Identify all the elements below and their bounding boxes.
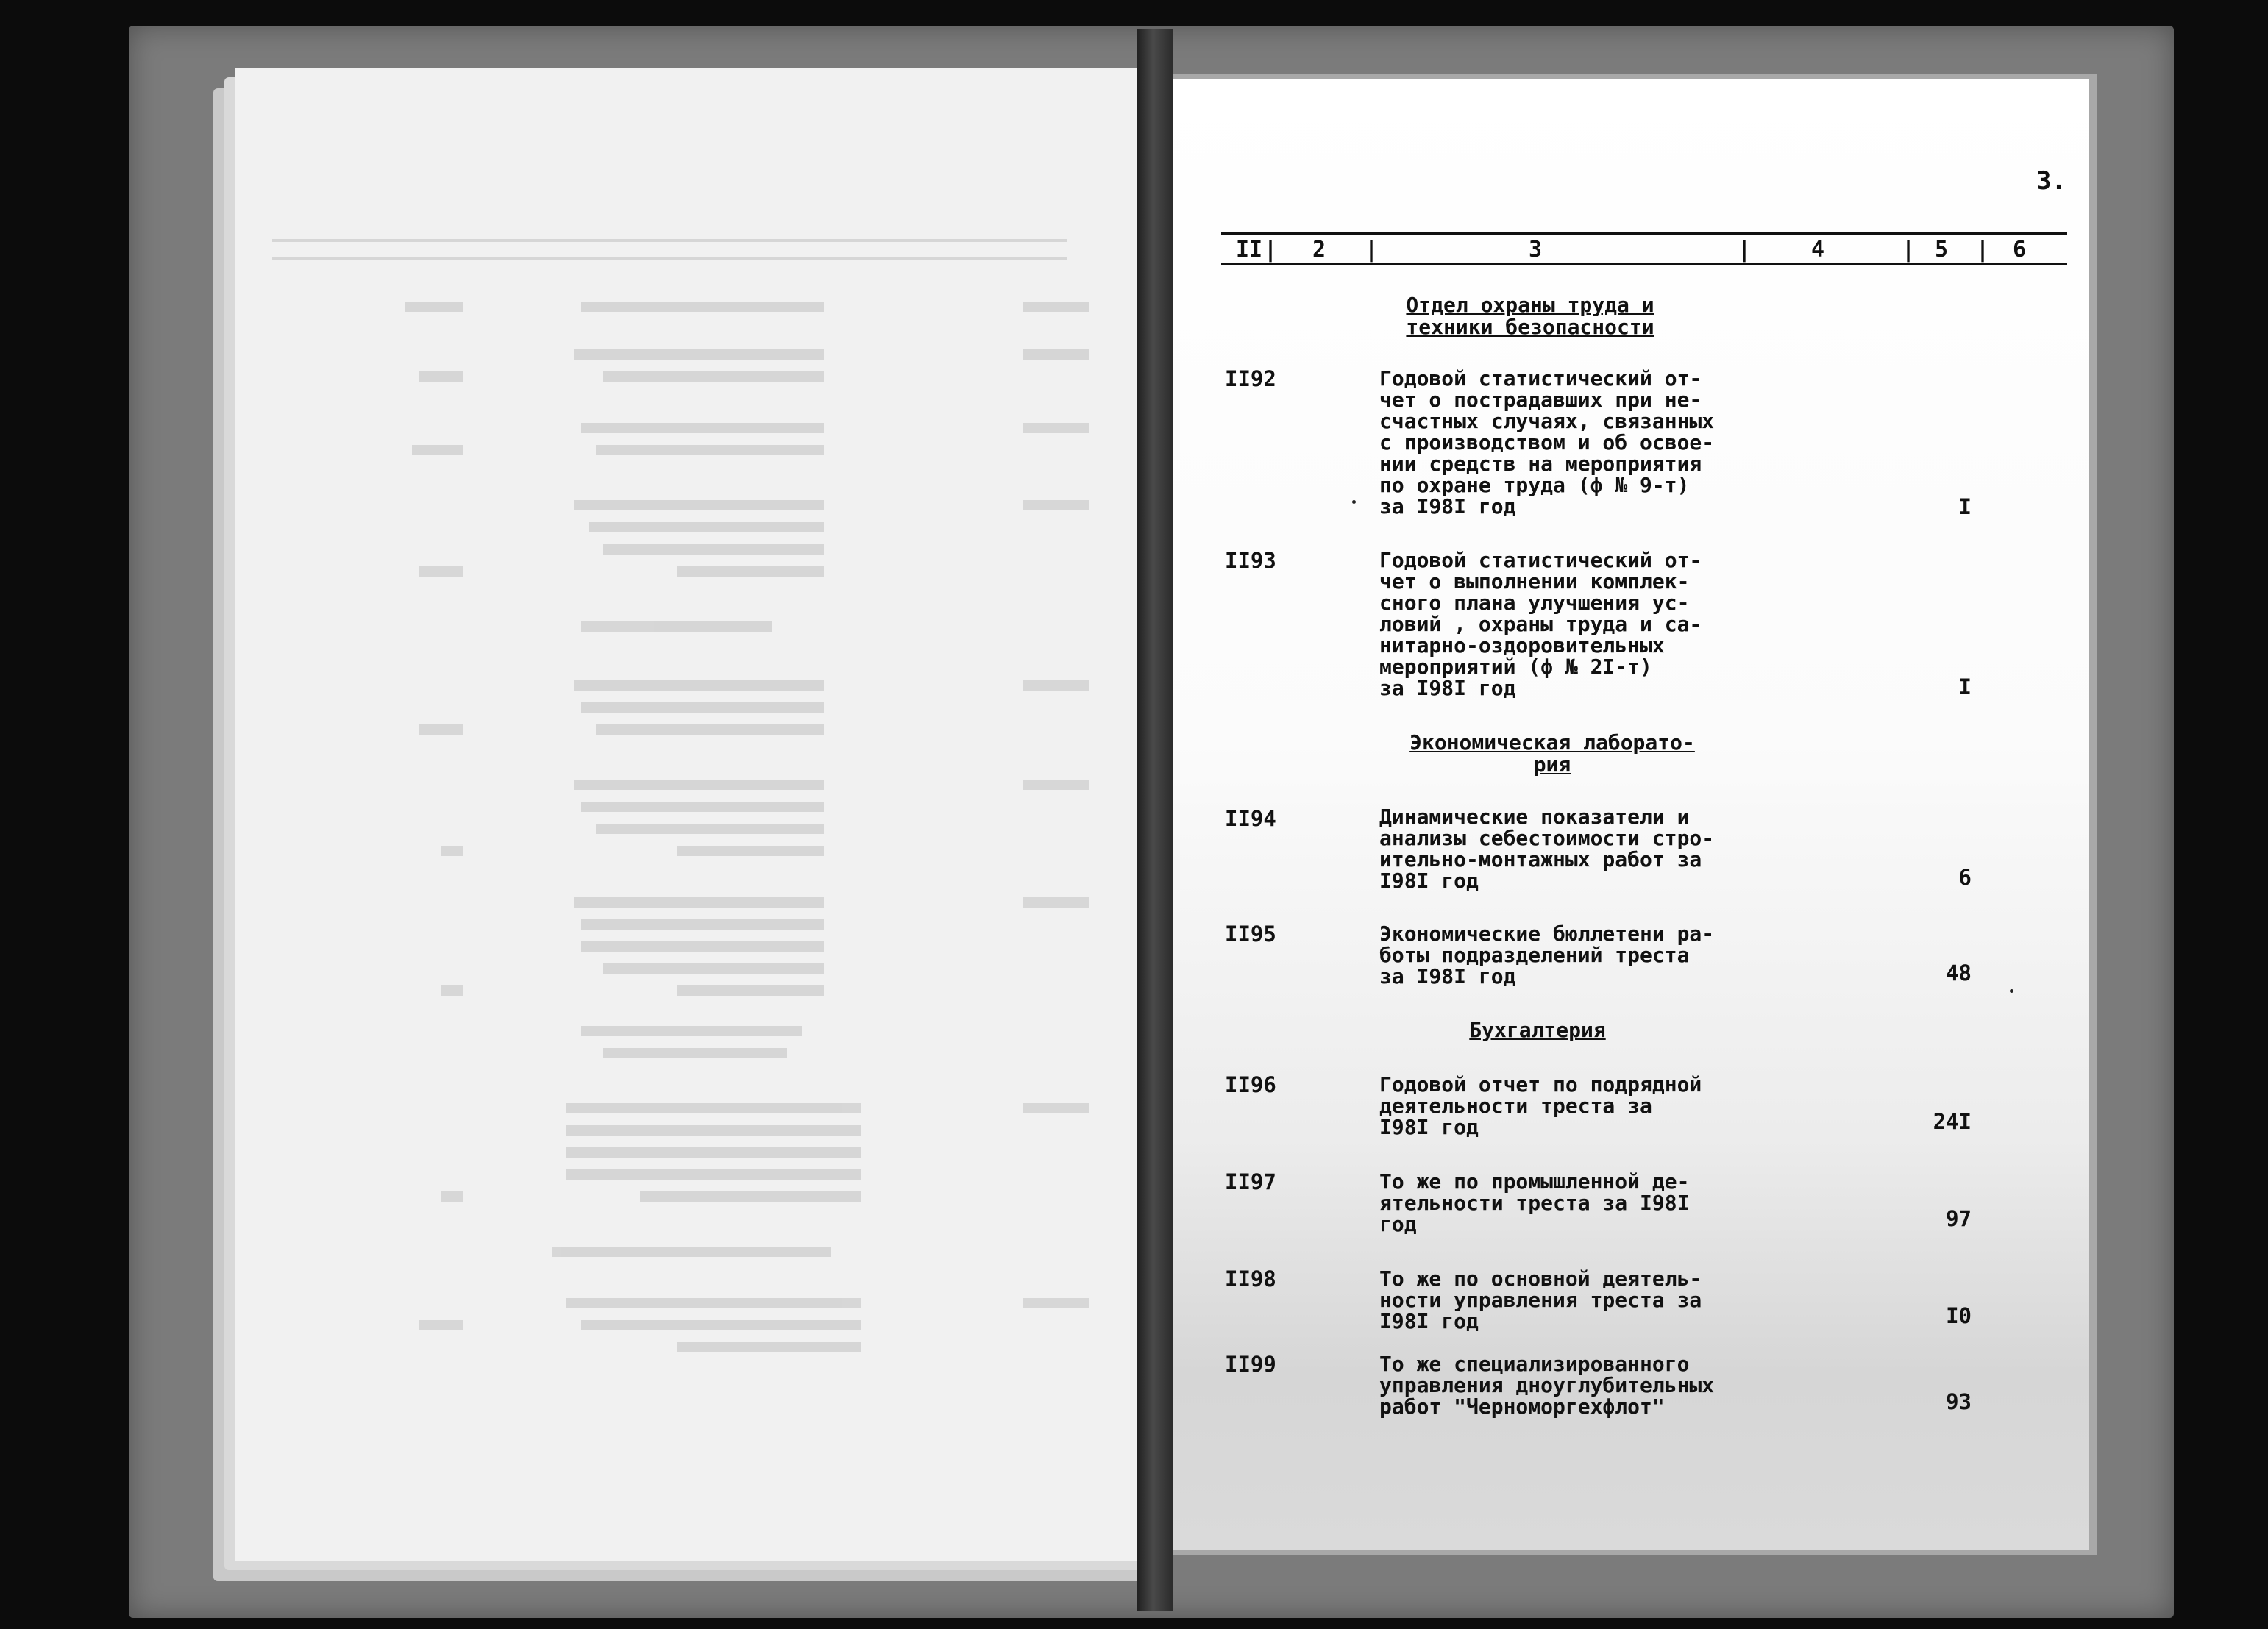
entry-description: Экономические бюллетени ра- боты подразделений треста за I98I год: [1379, 922, 1715, 988]
entry-description: То же специализированного управления дноуглубительных работ "Черноморгехфлот": [1379, 1352, 1715, 1419]
entry-count: 97: [1946, 1206, 1972, 1231]
section-title-line: Бухгалтерия: [1469, 1018, 1606, 1042]
binding-spine: [1137, 29, 1173, 1611]
entry-description: То же по основной деятель- ности управления треста за I98I год: [1379, 1266, 1702, 1333]
section-title-labor-safety: [1383, 294, 1677, 338]
header-separator: |: [1976, 237, 1990, 263]
entry-count: I: [1958, 494, 1972, 519]
header-col-4: 4: [1811, 237, 1825, 263]
entry-count: I0: [1946, 1303, 1972, 1328]
header-col-5: 5: [1935, 237, 1949, 263]
header-separator: |: [1264, 237, 1278, 263]
entry-code: II98: [1225, 1266, 1276, 1291]
entry-description: Годовой отчет по подрядной деятельности треста за I98I год: [1379, 1072, 1702, 1139]
ink-speck: [1352, 500, 1356, 504]
header-col-6: 6: [2013, 237, 2027, 263]
header-col-1: II: [1236, 237, 1263, 263]
entry-code: II99: [1225, 1352, 1276, 1377]
header-col-2: 2: [1312, 237, 1326, 263]
header-bottom-rule: [1221, 263, 2067, 265]
ink-speck: [2010, 989, 2013, 993]
entry-code: II93: [1225, 548, 1276, 573]
header-separator: |: [1738, 237, 1752, 263]
section-title-line: рия: [1533, 752, 1571, 777]
left-page-bleedthrough: [243, 162, 1126, 1412]
entry-description: Годовой статистический от- чет о выполнении комплек- сного плана улучшения ус- ловий , охраны труда и са- нитарно-оздоровительных мероприятий (ф № 2I-т) за I98I год: [1379, 548, 1702, 700]
entry-description: Годовой статистический от- чет о пострадавших при не- счастных случаях, связанных с производством и об освое- нии средств на мероприятия по охране труда (ф № 9-т) за I98I год: [1379, 366, 1715, 518]
section-title-line: Экономическая лаборато-: [1409, 730, 1695, 755]
section-title-line: техники безопасности: [1406, 315, 1654, 339]
entry-code: II96: [1225, 1072, 1276, 1097]
entry-count: 24I: [1933, 1109, 1972, 1134]
entry-code: II97: [1225, 1169, 1276, 1194]
entry-count: 6: [1958, 865, 1972, 890]
entry-count: 93: [1946, 1389, 1972, 1414]
page-number: 3.: [2036, 166, 2066, 196]
entry-code: II95: [1225, 922, 1276, 947]
section-title-line: Отдел охраны труда и: [1406, 293, 1654, 317]
header-top-rule: [1221, 232, 2067, 235]
header-separator: |: [1902, 237, 1916, 263]
header-separator: |: [1365, 237, 1379, 263]
section-title-accounting: [1420, 1019, 1655, 1041]
entry-description: То же по промышленной де- ятельности треста за I98I год: [1379, 1169, 1690, 1236]
entry-description: Динамические показатели и анализы себестоимости стро- ительно-монтажных работ за I98I год: [1379, 805, 1715, 893]
entry-code: II92: [1225, 366, 1276, 391]
entry-count: I: [1958, 674, 1972, 699]
section-title-economic-lab: [1383, 732, 1721, 776]
header-col-3: 3: [1529, 237, 1543, 263]
entry-code: II94: [1225, 806, 1276, 831]
entry-count: 48: [1946, 960, 1972, 985]
